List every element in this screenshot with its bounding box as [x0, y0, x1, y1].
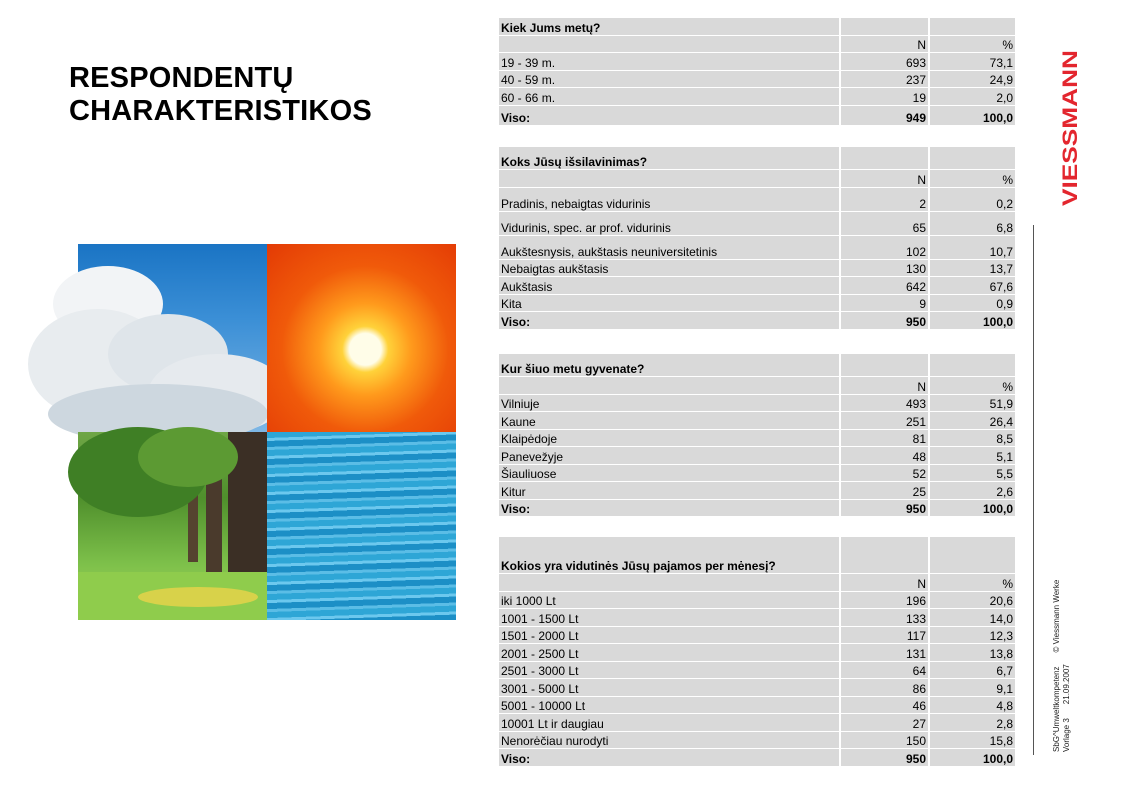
- table-value-cell: 48: [840, 447, 929, 465]
- total-row: [499, 499, 1015, 517]
- age-table: [499, 18, 1015, 126]
- table-label-cell: Viso:: [499, 749, 840, 767]
- table-label-cell: Vidurinis, spec. ar prof. vidurinis: [499, 211, 840, 235]
- table-value-cell: 10,7: [929, 235, 1015, 259]
- table-label-cell: [499, 170, 840, 188]
- table-value-cell: 25: [840, 482, 929, 500]
- table-row: [499, 259, 1015, 277]
- table-value-cell: 100,0: [929, 105, 1015, 125]
- table-label-cell: iki 1000 Lt: [499, 591, 840, 609]
- table-label-cell: Kita: [499, 294, 840, 312]
- table-label-cell: 19 - 39 m.: [499, 53, 840, 71]
- col-pct-header: %: [929, 377, 1015, 395]
- income-table: [499, 537, 1015, 767]
- footer-date: 21.09.2007: [1062, 664, 1071, 705]
- table-row: [499, 211, 1015, 235]
- table-value-cell: 12,3: [929, 626, 1015, 644]
- water-image: [267, 432, 456, 620]
- table-label-cell: [929, 147, 1015, 170]
- table-row: [499, 277, 1015, 295]
- table-row: [499, 464, 1015, 482]
- table-value-cell: 5,1: [929, 447, 1015, 465]
- table-row: [499, 187, 1015, 211]
- table-row: [499, 609, 1015, 627]
- table-label-cell: Vilniuje: [499, 394, 840, 412]
- table-value-cell: 5,5: [929, 464, 1015, 482]
- table-label-cell: Aukštesnysis, aukštasis neuniversitetinis: [499, 235, 840, 259]
- table-value-cell: 9: [840, 294, 929, 312]
- table-value-cell: 6,7: [929, 661, 1015, 679]
- question: Kokios yra vidutinės Jūsų pajamos per mėnesį?: [499, 537, 840, 574]
- table-value-cell: 2,6: [929, 482, 1015, 500]
- total-row: [499, 749, 1015, 767]
- col-pct-header: %: [929, 170, 1015, 188]
- residence-table: [499, 354, 1015, 517]
- table-label-cell: Panevežyje: [499, 447, 840, 465]
- table-label-cell: Klaipėdoje: [499, 429, 840, 447]
- footer-copyright: © Viessmann Werke: [1052, 579, 1061, 653]
- table-row: [499, 591, 1015, 609]
- question: Koks Jūsų išsilavinimas?: [499, 147, 840, 170]
- table-value-cell: 15,8: [929, 731, 1015, 749]
- table-value-cell: 19: [840, 88, 929, 106]
- table-label-cell: 40 - 59 m.: [499, 70, 840, 88]
- table-value-cell: 13,8: [929, 644, 1015, 662]
- table-label-cell: 3001 - 5000 Lt: [499, 679, 840, 697]
- table-value-cell: 950: [840, 312, 929, 330]
- table-label-cell: 2501 - 3000 Lt: [499, 661, 840, 679]
- page-title-line1: RESPONDENTŲ: [69, 62, 294, 94]
- table-row: [499, 53, 1015, 71]
- table-value-cell: 81: [840, 429, 929, 447]
- table-label-cell: [929, 18, 1015, 35]
- table-label-cell: 1001 - 1500 Lt: [499, 609, 840, 627]
- table-value-cell: 950: [840, 499, 929, 517]
- table-value-cell: 9,1: [929, 679, 1015, 697]
- table-value-cell: 52: [840, 464, 929, 482]
- table-row: [499, 679, 1015, 697]
- total-row: [499, 312, 1015, 330]
- table-label-cell: [840, 354, 929, 377]
- table-value-cell: 131: [840, 644, 929, 662]
- table-label-cell: [840, 147, 929, 170]
- table-label-cell: Kitur: [499, 482, 840, 500]
- table-value-cell: 46: [840, 696, 929, 714]
- table-value-cell: 949: [840, 105, 929, 125]
- table-value-cell: 4,8: [929, 696, 1015, 714]
- table-value-cell: 693: [840, 53, 929, 71]
- table-label-cell: [929, 354, 1015, 377]
- footer-dept: SbG^Umweltkompetenz: [1052, 666, 1061, 752]
- table-value-cell: 493: [840, 394, 929, 412]
- sky-cloud-image: [78, 244, 267, 432]
- table-label-cell: Viso:: [499, 499, 840, 517]
- col-n-header: N: [840, 170, 929, 188]
- table-value-cell: 2,0: [929, 88, 1015, 106]
- table-value-cell: 130: [840, 259, 929, 277]
- table-value-cell: 24,9: [929, 70, 1015, 88]
- table-row: [499, 696, 1015, 714]
- table-value-cell: 150: [840, 731, 929, 749]
- table-value-cell: 64: [840, 661, 929, 679]
- table-value-cell: 237: [840, 70, 929, 88]
- table-label-cell: [499, 35, 840, 53]
- table-label-cell: Nebaigtas aukštasis: [499, 259, 840, 277]
- table-value-cell: 14,0: [929, 609, 1015, 627]
- table-label-cell: Viso:: [499, 105, 840, 125]
- table-value-cell: 20,6: [929, 591, 1015, 609]
- col-n-header: N: [840, 35, 929, 53]
- table-value-cell: 65: [840, 211, 929, 235]
- table-value-cell: 133: [840, 609, 929, 627]
- table-value-cell: 0,9: [929, 294, 1015, 312]
- four-elements-image: [78, 244, 456, 620]
- table-row: [499, 714, 1015, 732]
- table-label-cell: 60 - 66 m.: [499, 88, 840, 106]
- footer-slide: Vorlage 3: [1062, 718, 1071, 752]
- table-row: [499, 294, 1015, 312]
- table-label-cell: Nenorėčiau nurodyti: [499, 731, 840, 749]
- table-value-cell: 26,4: [929, 412, 1015, 430]
- forest-image: [78, 432, 267, 620]
- col-pct-header: %: [929, 35, 1015, 53]
- table-label-cell: [840, 18, 929, 35]
- table-label-cell: Aukštasis: [499, 277, 840, 295]
- viessmann-logo-text: VIESSMANN: [1059, 81, 1082, 206]
- table-row: [499, 644, 1015, 662]
- table-value-cell: 100,0: [929, 499, 1015, 517]
- table-label-cell: Pradinis, nebaigtas vidurinis: [499, 187, 840, 211]
- table-label-cell: Šiauliuose: [499, 464, 840, 482]
- table-value-cell: 0,2: [929, 187, 1015, 211]
- table-row: [499, 482, 1015, 500]
- table-row: [499, 731, 1015, 749]
- question: Kiek Jums metų?: [499, 18, 840, 35]
- footer-note: [1052, 580, 1072, 752]
- table-value-cell: 13,7: [929, 259, 1015, 277]
- table-row: [499, 661, 1015, 679]
- divider-line: [1033, 225, 1034, 755]
- table-row: [499, 626, 1015, 644]
- table-value-cell: 196: [840, 591, 929, 609]
- table-value-cell: 102: [840, 235, 929, 259]
- table-row: [499, 429, 1015, 447]
- table-label-cell: Kaune: [499, 412, 840, 430]
- table-value-cell: 27: [840, 714, 929, 732]
- table-label-cell: Viso:: [499, 312, 840, 330]
- table-label-cell: 10001 Lt ir daugiau: [499, 714, 840, 732]
- education-table: [499, 147, 1015, 330]
- col-n-header: N: [840, 574, 929, 592]
- table-value-cell: 251: [840, 412, 929, 430]
- table-label-cell: 2001 - 2500 Lt: [499, 644, 840, 662]
- table-value-cell: 2: [840, 187, 929, 211]
- sun-image: [267, 244, 456, 432]
- table-value-cell: 100,0: [929, 749, 1015, 767]
- col-n-header: N: [840, 377, 929, 395]
- table-value-cell: 67,6: [929, 277, 1015, 295]
- table-row: [499, 70, 1015, 88]
- table-value-cell: 642: [840, 277, 929, 295]
- table-value-cell: 100,0: [929, 312, 1015, 330]
- col-pct-header: %: [929, 574, 1015, 592]
- table-value-cell: 950: [840, 749, 929, 767]
- table-value-cell: 2,8: [929, 714, 1015, 732]
- total-row: [499, 105, 1015, 125]
- table-row: [499, 394, 1015, 412]
- table-value-cell: 86: [840, 679, 929, 697]
- table-label-cell: [840, 537, 929, 574]
- table-row: [499, 235, 1015, 259]
- table-value-cell: 8,5: [929, 429, 1015, 447]
- table-row: [499, 412, 1015, 430]
- table-label-cell: 5001 - 10000 Lt: [499, 696, 840, 714]
- page-title: [69, 62, 429, 128]
- table-value-cell: 73,1: [929, 53, 1015, 71]
- table-label-cell: [499, 377, 840, 395]
- table-value-cell: 51,9: [929, 394, 1015, 412]
- table-value-cell: 6,8: [929, 211, 1015, 235]
- question: Kur šiuo metu gyvenate?: [499, 354, 840, 377]
- viessmann-logo: [1060, 48, 1080, 206]
- table-label-cell: [499, 574, 840, 592]
- table-row: [499, 88, 1015, 106]
- page-title-line2: CHARAKTERISTIKOS: [69, 95, 372, 127]
- table-row: [499, 447, 1015, 465]
- table-label-cell: [929, 537, 1015, 574]
- table-label-cell: 1501 - 2000 Lt: [499, 626, 840, 644]
- table-value-cell: 117: [840, 626, 929, 644]
